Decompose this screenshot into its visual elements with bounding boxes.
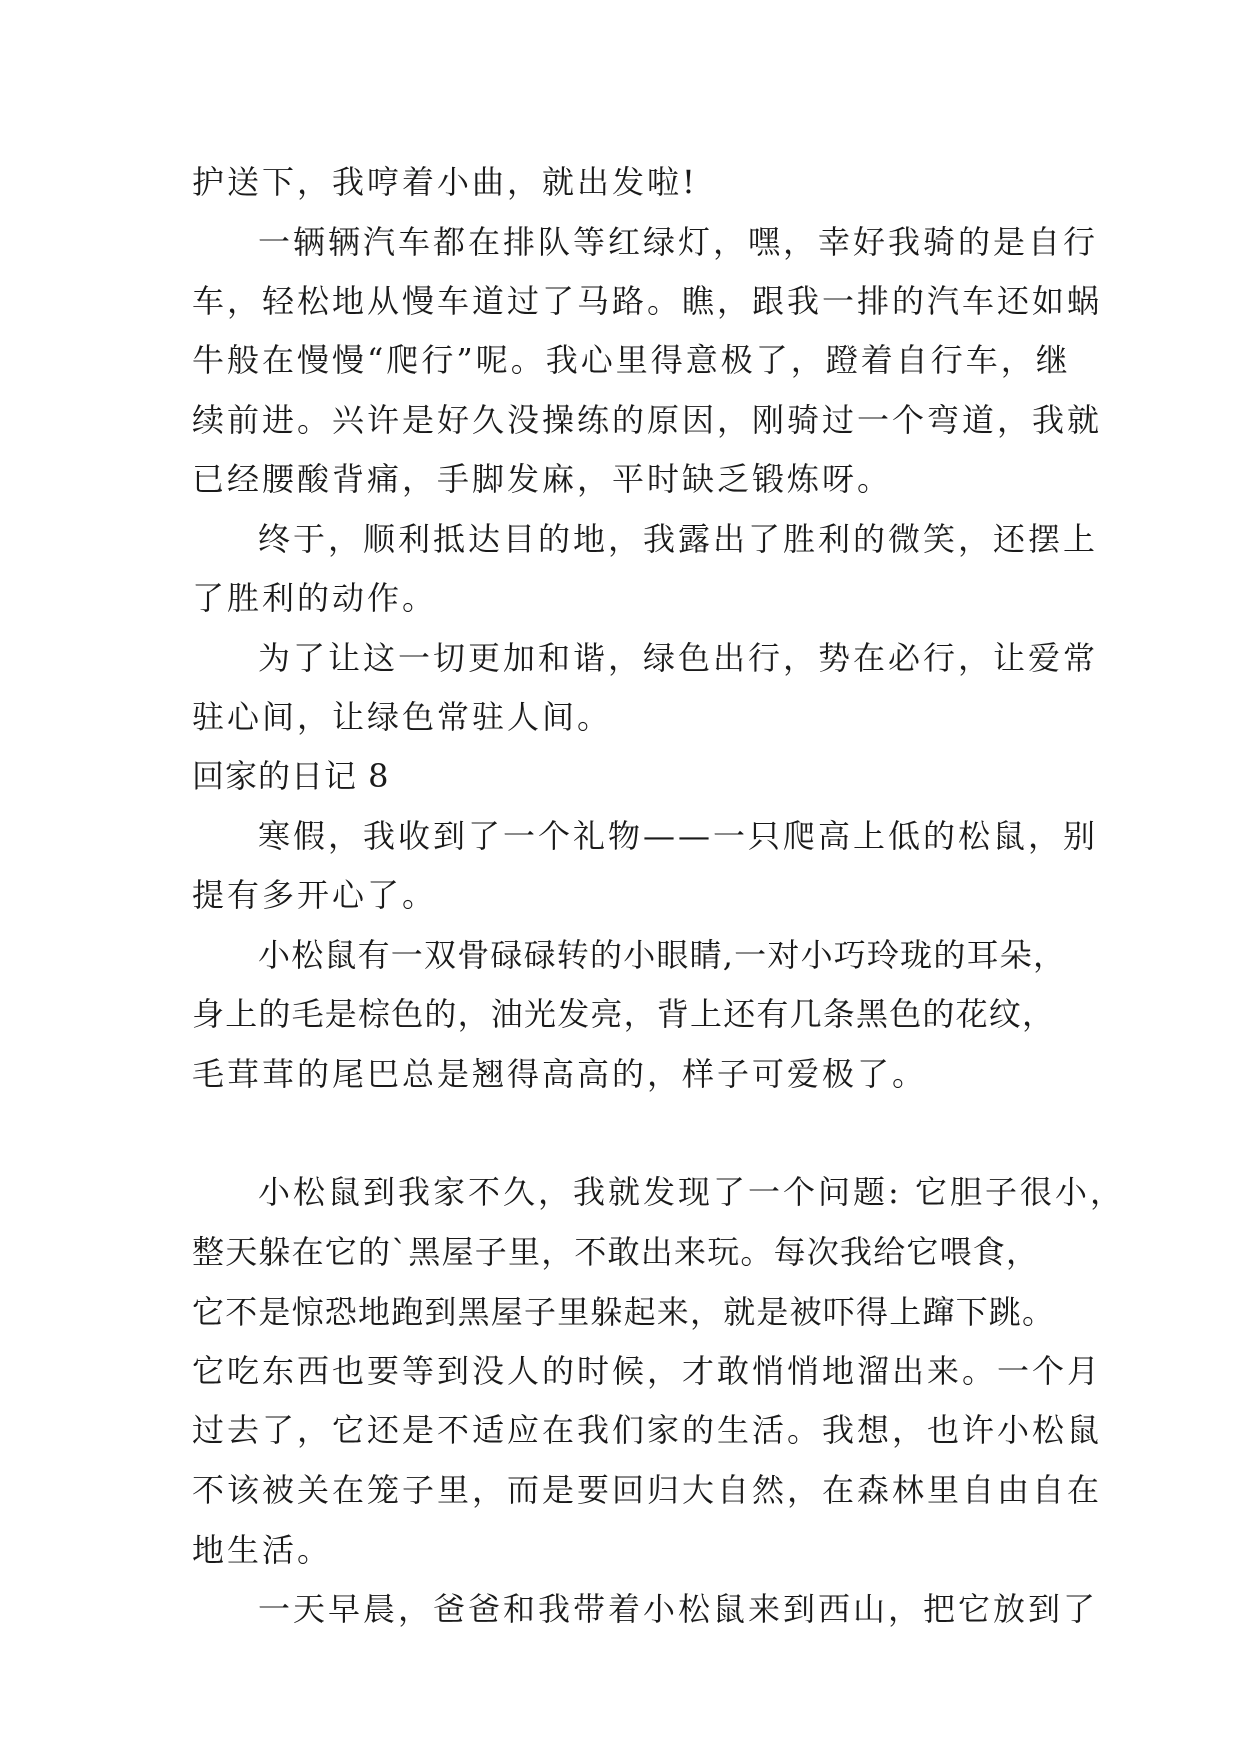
text-line: 不该被关在笼子里，而是要回归大自然，在森林里自由自在 <box>192 1471 1103 1509</box>
text-line: 了胜利的动作。 <box>192 579 438 617</box>
text-line: 它不是惊恐地跑到黑屋子里躲起来，就是被吓得上蹿下跳。 <box>192 1293 1056 1331</box>
text-line: 毛茸茸的尾巴总是翘得高高的，样子可爱极了。 <box>192 1055 928 1093</box>
text-line: 车，轻松地从慢车道过了马路。瞧，跟我一排的汽车还如蜗 <box>192 282 1103 320</box>
text-line: 一辆辆汽车都在排队等红绿灯，嘿，幸好我骑的是自行 <box>258 223 1099 261</box>
text-line: 已经腰酸背痛，手脚发麻，平时缺乏锻炼呀。 <box>192 460 893 498</box>
text-line: 整天躲在它的`黑屋子里，不敢出来玩。每次我给它喂食， <box>192 1233 1040 1271</box>
text-line: 寒假，我收到了一个礼物——一只爬高上低的松鼠，别 <box>258 817 1099 855</box>
text-line: 终于，顺利抵达目的地，我露出了胜利的微笑，还摆上 <box>258 520 1099 558</box>
text-line: 续前进。兴许是好久没操练的原因，刚骑过一个弯道，我就 <box>192 401 1103 439</box>
text-line: 身上的毛是棕色的，油光发亮，背上还有几条黑色的花纹， <box>192 995 1056 1033</box>
text-line: 驻心间，让绿色常驻人间。 <box>192 698 613 736</box>
text-line: 地生活。 <box>192 1531 333 1569</box>
text-line: 护送下，我哼着小曲，就出发啦! <box>192 163 698 201</box>
text-line: 提有多开心了。 <box>192 876 438 914</box>
text-line: 为了让这一切更加和谐，绿色出行，势在必行，让爱常 <box>258 639 1099 677</box>
text-line: 过去了，它还是不适应在我们家的生活。我想，也许小松鼠 <box>192 1411 1103 1449</box>
text-line: 小松鼠到我家不久，我就发现了一个问题: 它胆子很小， <box>258 1173 1125 1211</box>
text-line: 小松鼠有一双骨碌碌转的小眼睛,一对小巧玲珑的耳朵， <box>258 936 1067 974</box>
section-heading: 回家的日记 8 <box>192 757 390 795</box>
text-line: 牛般在慢慢“爬行”呢。我心里得意极了，蹬着自行车，继 <box>192 341 1071 379</box>
text-line: 它吃东西也要等到没人的时候，才敢悄悄地溜出来。一个月 <box>192 1352 1103 1390</box>
text-line: 一天早晨，爸爸和我带着小松鼠来到西山，把它放到了 <box>258 1590 1099 1628</box>
